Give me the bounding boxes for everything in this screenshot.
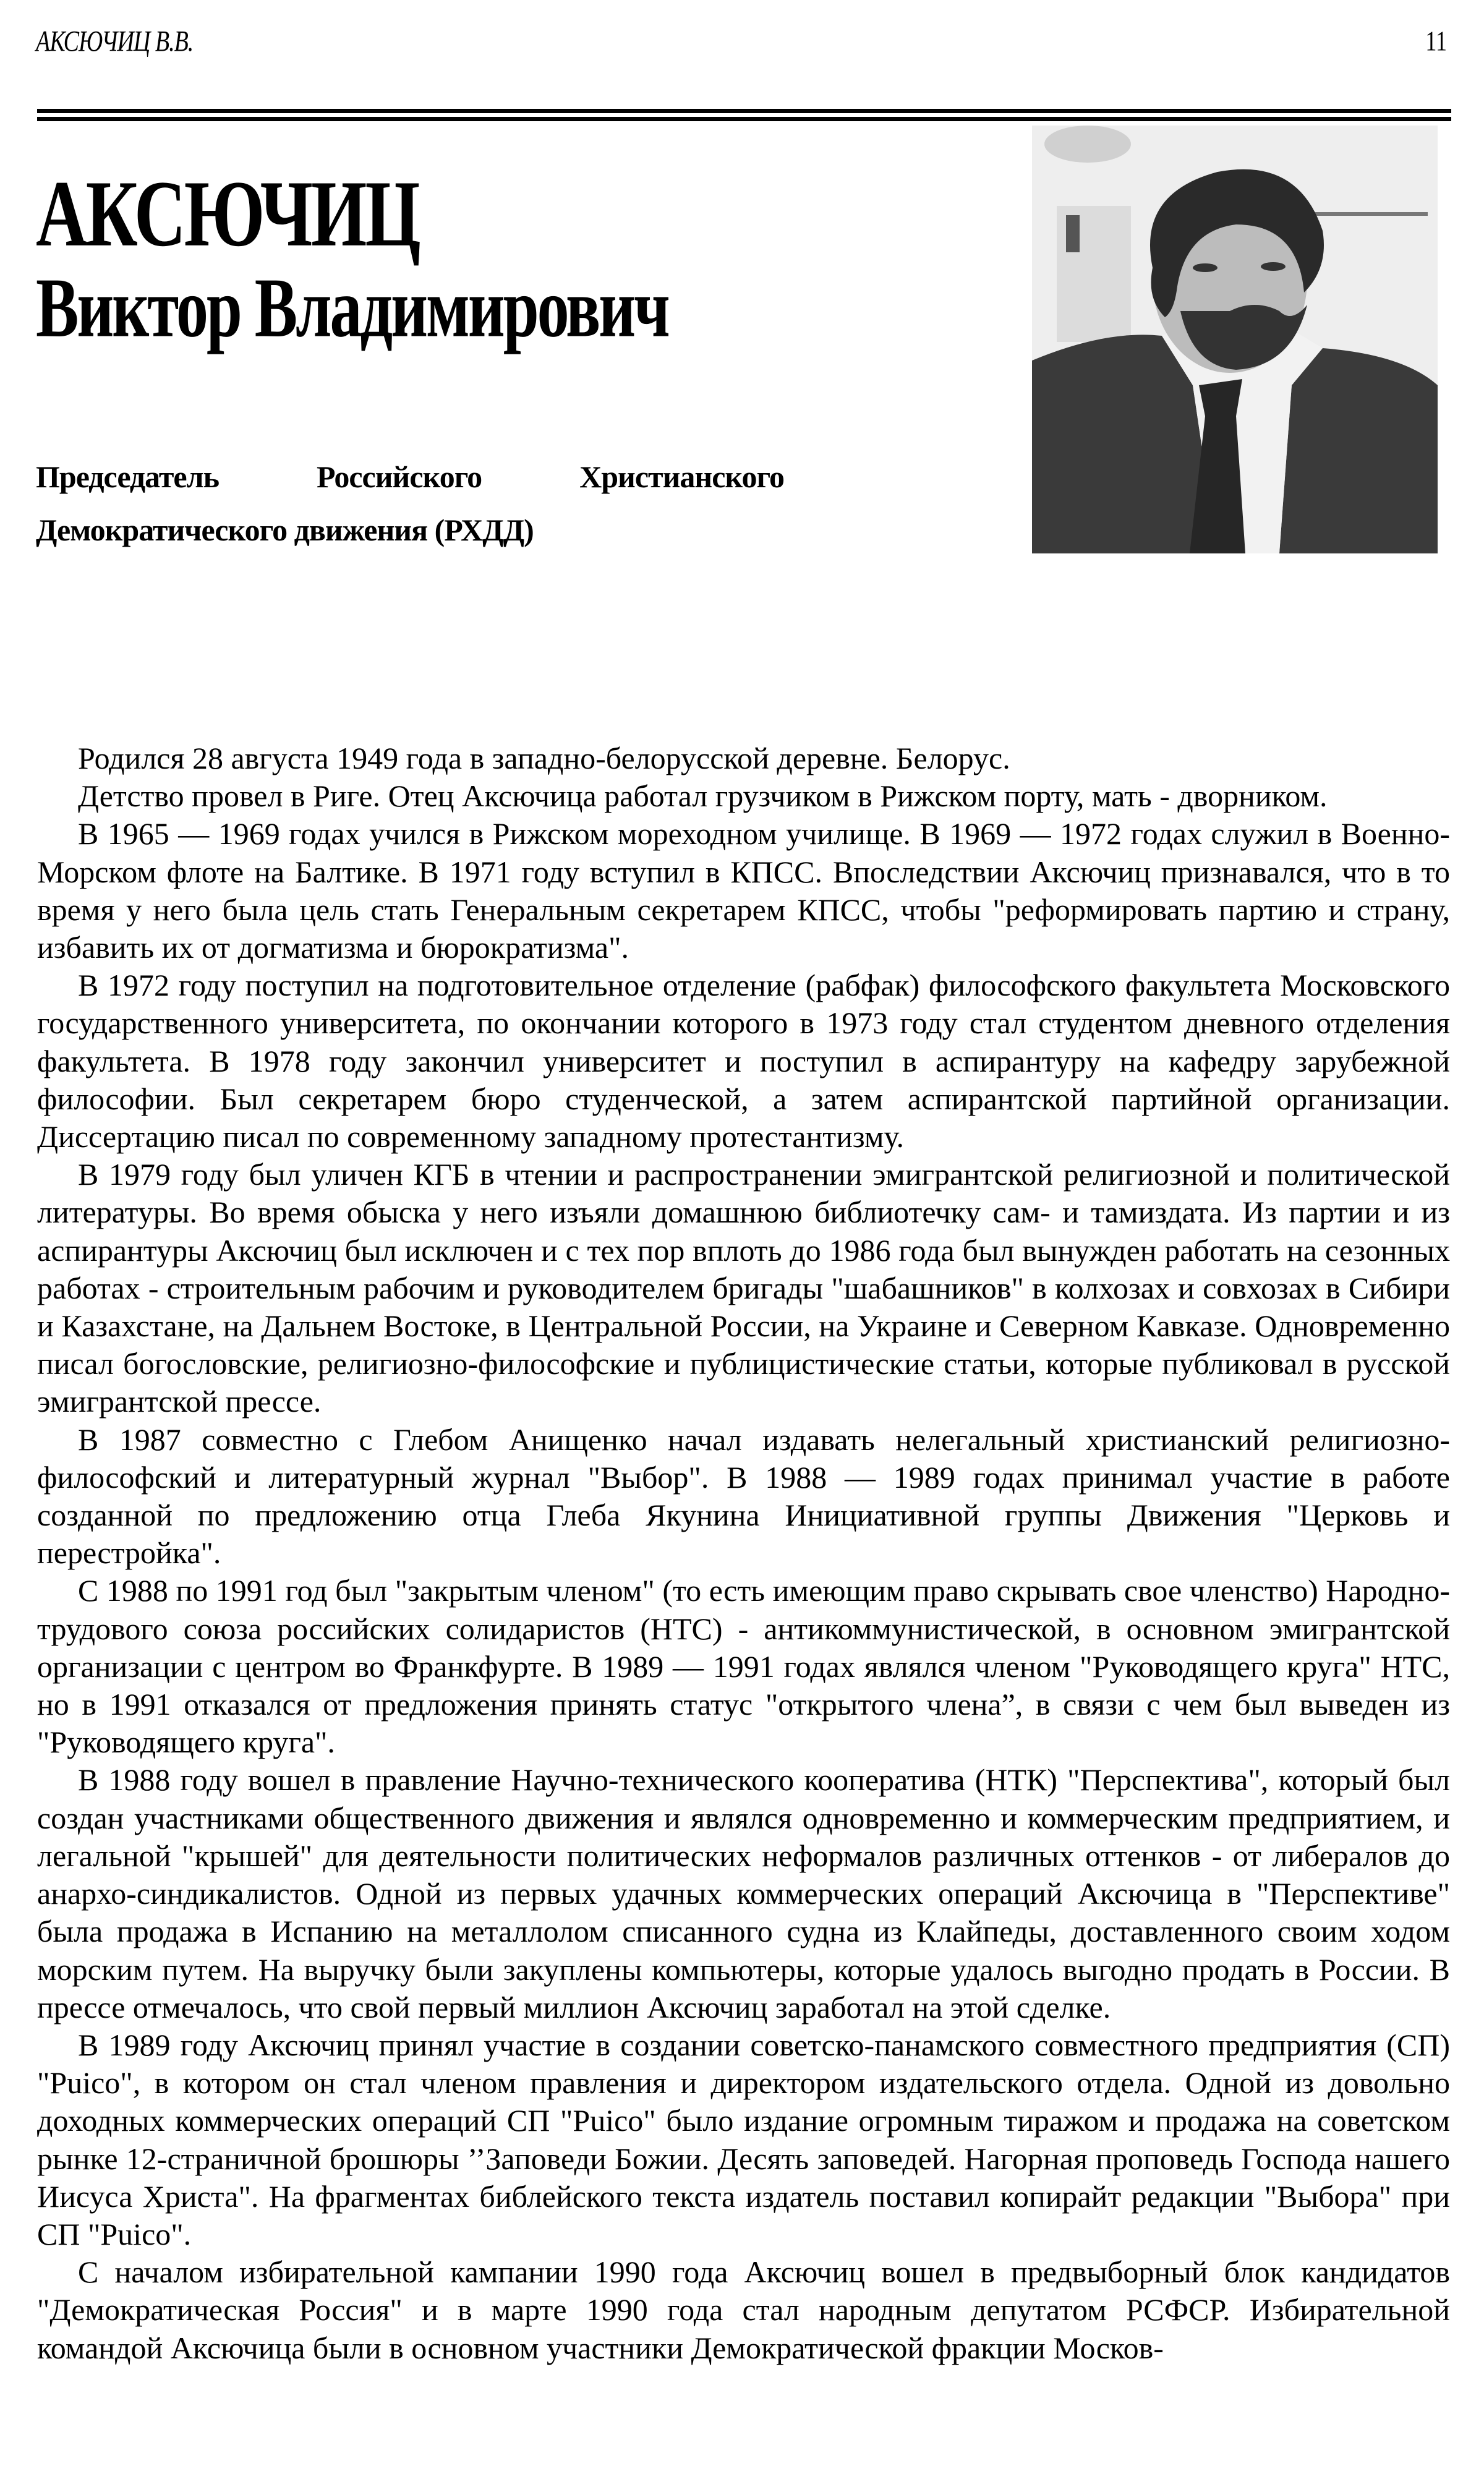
portrait-photo: [1032, 126, 1438, 553]
biography-text: [37, 740, 1450, 2367]
paragraph: С началом избирательной кампании 1990 года Аксючиц вошел в предвыборный блок кандидатов "Демократическая Россия" и в марте 1990 года стал народным депутатом РСФСР. Избирательной командой Аксючица были в основном участники Демократической фракции Москов-: [37, 2255, 1450, 2365]
header-rule-bottom: [37, 117, 1451, 121]
header-rule-top: [37, 109, 1451, 113]
paragraph: Родился 28 августа 1949 года в западно-белорусской деревне. Белорус.: [78, 741, 1010, 775]
paragraph: В 1979 году был уличен КГБ в чтении и распространении эмигрантской религиозной и политической литературы. Во время обыска у него изъяли домашнюю библиотечку сам- и тамиздата. Из партии и из аспирантуры Аксючиц был исключен и с тех пор вплоть до 1986 года был вынужден работать на сезонных работах - строительным рабочим и руководителем бригады "шабашников" в колхозах и совхозах в Сибири и Казахстане, на Дальнем Востоке, в Центральной России, на Украине и Северном Кавказе. Одновременно писал богословские, религиозно-философские и публицистические статьи, которые публиковал в русской эмигрантской прессе.: [37, 1157, 1450, 1419]
page-title: [36, 162, 963, 355]
page-number: 11: [1425, 25, 1447, 57]
paragraph: В 1972 году поступил на подготовительное отделение (рабфак) философского факультета Московского государственного университета, по окончании которого в 1973 году стал студентом дневного отделения факультета. В 1978 году закончил университет и поступил в аспирантуру на кафедру зарубежной философии. Был секретарем бюро студенческой, а затем аспирантской партийной организации. Диссертацию писал по современному западному протестантизму.: [37, 968, 1450, 1154]
subtitle-line-1: Председатель Российского Христианского: [36, 459, 784, 494]
paragraph: Детство провел в Риге. Отец Аксючица работал грузчиком в Рижском порту, мать - дворником.: [78, 779, 1328, 814]
running-head: АКСЮЧИЦ В.В.: [36, 25, 194, 58]
paragraph: В 1988 году вошел в правление Научно-технического кооператива (НТК) "Перспектива", который был создан участниками общественного движения и являлся одновременно и коммерческим предприятием, и легальной "крышей" для деятельности политических неформалов различных оттенков - от либералов до анархо-синдикалистов. Одной из первых удачных коммерческих операций Аксючица в "Перспективе" была продажа в Испанию на металлолом списанного судна из Клайпеды, доставленного своим ходом морским путем. На выручку были закуплены компьютеры, которые удалось выгодно продать в России. В прессе отмечалось, что свой первый миллион Аксючиц заработал на этой сделке.: [37, 1762, 1450, 2025]
subtitle-line-2: Демократического движения (РХДД): [36, 513, 534, 547]
paragraph: В 1989 году Аксючиц принял участие в создании советско-панамского совместного предприятия (СП) "Puico", в котором он стал членом правления и директором издательского отдела. Одной из довольно доходных коммерческих операций СП "Puico" было издание огромным тиражом и продажа на советском рынке 12-страничной брошюры ’’Заповеди Божии. Десять заповедей. Нагорная проповедь Господа нашего Иисуса Христа". На фрагментах библейского текста издатель поставил копирайт редакции "Выбора" при СП "Puico".: [37, 2027, 1450, 2251]
position-subtitle: [36, 450, 784, 557]
portrait-image-icon: [1032, 126, 1438, 553]
paragraph: В 1965 — 1969 годах учился в Рижском мореходном училище. В 1969 — 1972 годах служил в Военно-Морском флоте на Балтике. В 1971 году вступил в КПСС. Впоследствии Аксючиц признавался, что в то время у него была цель стать Генеральным секретарем КПСС, чтобы "реформировать партию и страну, избавить их от догматизма и бюрократизма".: [37, 816, 1450, 965]
title-given-names: Виктор Владимирович: [36, 261, 668, 355]
paragraph: В 1987 совместно с Глебом Анищенко начал издавать нелегальный христианский религиозно-философский и литературный журнал "Выбор". В 1988 — 1989 годах принимал участие в работе созданной по предложению отца Глеба Якунина Инициативной группы Движения "Церковь и перестройка".: [37, 1422, 1450, 1571]
title-surname: АКСЮЧИЦ: [36, 162, 419, 267]
paragraph: С 1988 по 1991 год был "закрытым членом" (то есть имеющим право скрывать свое членство) Народно-трудового союза российских солидаристов (НТС) - антикоммунистической, в основном эмигрантской организации с центром во Франкфурте. В 1989 — 1991 годах являлся членом "Руководящего круга" НТС, но в 1991 отказался от предложения принять статус "открытого члена”, в связи с чем был выведен из "Руководящего круга".: [37, 1573, 1450, 1760]
